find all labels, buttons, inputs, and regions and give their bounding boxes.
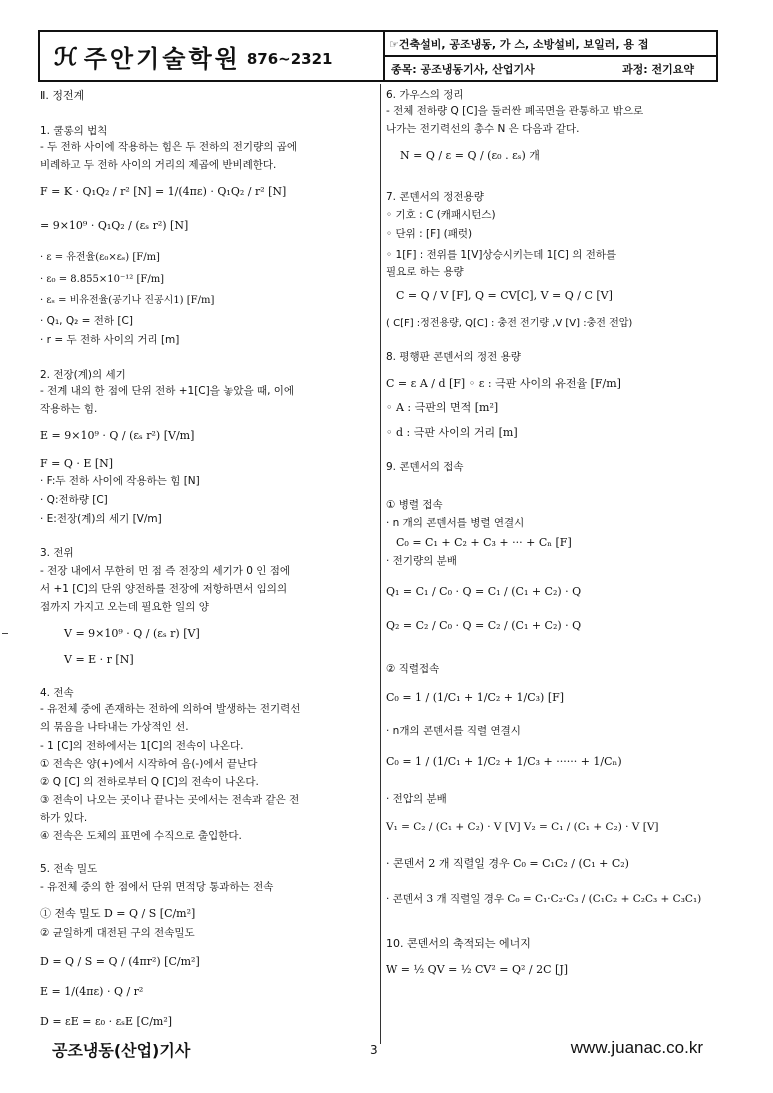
subsection-heading: ① 병렬 접속 — [386, 499, 443, 511]
definition-item: · εₛ = 비유전율(공기나 진공시1) [F/m] — [40, 295, 215, 306]
section-heading: 2. 전장(계)의 세기 — [40, 369, 126, 381]
formula: C = ε A / d [F] ◦ ε : 극판 사이의 유전율 [F/m] — [386, 377, 621, 390]
formula: W = ½ QV = ½ CV² = Q² / 2C [J] — [386, 963, 569, 976]
paragraph-line: 나가는 전기력선의 총수 N 은 다음과 같다. — [386, 123, 580, 135]
formula: Q₂ = C₂ / C₀ · Q = C₂ / (C₁ + C₂) · Q — [386, 619, 582, 632]
formula: ◦ d : 극판 사이의 거리 [m] — [386, 426, 518, 439]
subsection-heading: ② 직렬접속 — [386, 663, 440, 675]
section-heading: 1. 쿨롱의 법칙 — [40, 125, 108, 137]
paragraph-line: · 전압의 분배 — [386, 793, 447, 805]
list-item: ④ 전속은 도체의 표면에 수직으로 출입한다. — [40, 830, 242, 842]
academy-logo-icon: ℋ — [54, 41, 78, 71]
category-row — [385, 57, 716, 80]
definition-item: · Q₁, Q₂ = 전하 [C] — [40, 315, 133, 327]
formula: ① 전속 밀도 D = Q / S [C/m²] — [40, 907, 196, 920]
list-item: ◦ 단위 : [F] (패럿) — [386, 228, 473, 240]
formula: C = Q / V [F], Q = CV[C], V = Q / C [V] — [396, 289, 613, 302]
list-item: ◦ 1[F] : 전위를 1[V]상승시키는데 1[C] 의 전하를 — [386, 249, 617, 261]
list-item: 하가 있다. — [40, 812, 88, 824]
formula: D = Q / S = Q / (4πr²) [C/m²] — [40, 955, 200, 968]
section-heading: 10. 콘덴서의 축적되는 에너지 — [386, 937, 531, 950]
formula: V₁ = C₂ / (C₁ + C₂) · V [V] V₂ = C₁ / (C₁ + C₂) · V [V] — [386, 821, 659, 833]
definition-item: · r = 두 전하 사이의 거리 [m] — [40, 334, 180, 346]
section-heading: 4. 전속 — [40, 687, 74, 699]
formula: N = Q / ε = Q / (ε₀ . εₛ) 개 — [400, 149, 540, 162]
academy-phone: 876~2321 — [246, 50, 333, 68]
paragraph-line: - 유전체 중에 존재하는 전하에 의하여 발생하는 전기력선 — [40, 703, 301, 715]
course-name: 과정: 전기요약 — [622, 62, 694, 76]
list-item: ② Q [C] 의 전하로부터 Q [C]의 전속이 나온다. — [40, 776, 259, 788]
formula: ◦ A : 극판의 면적 [m²] — [386, 401, 499, 414]
definition-item: · E:전장(계)의 세기 [V/m] — [40, 513, 162, 525]
paragraph-line: 비례하고 두 전하 사이의 거리의 제곱에 반비례한다. — [40, 159, 277, 171]
formula: C₀ = 1 / (1/C₁ + 1/C₂ + 1/C₃ + ······ + 1/Cₙ) — [386, 755, 622, 768]
header-info — [385, 32, 716, 80]
section-heading: 3. 전위 — [40, 547, 74, 559]
paragraph-line: 작용하는 힘. — [40, 403, 98, 415]
paragraph-line: - 전체 전하량 Q [C]을 둘러싼 폐곡면을 관통하고 밖으로 — [386, 105, 644, 117]
formula: V = 9×10⁹ · Q / (εₛ r) [V] — [64, 627, 200, 640]
paragraph-line: - 1 [C]의 전하에서는 1[C]의 전속이 나온다. — [40, 740, 244, 752]
paragraph-line: · n개의 콘덴서를 직렬 연결시 — [386, 725, 521, 737]
paragraph-line: - 전계 내의 한 점에 단위 전하 +1[C]을 놓았을 때, 이에 — [40, 385, 295, 397]
list-item: ③ 전속이 나오는 곳이나 끝나는 곳에서는 전속과 같은 전 — [40, 794, 300, 806]
footer-url[interactable]: www.juanac.co.kr — [570, 1038, 703, 1057]
formula: D = εE = ε₀ · εₛE [C/m²] — [40, 1015, 173, 1028]
formula: F = Q · E [N] — [40, 457, 114, 470]
formula: E = 1/(4πε) · Q / r² — [40, 985, 144, 998]
exam-category: 종목: 공조냉동기사, 산업기사 — [391, 62, 535, 76]
formula: · 콘덴서 2 개 직렬일 경우 C₀ = C₁C₂ / (C₁ + C₂) — [386, 857, 629, 870]
paragraph-line: · 전기량의 분배 — [386, 555, 457, 567]
paragraph-line: - 전장 내에서 무한히 먼 점 즉 전장의 세기가 0 인 점에 — [40, 565, 291, 577]
column-divider — [380, 84, 381, 1044]
list-item: 필요로 하는 용량 — [386, 266, 464, 278]
section-heading: 6. 가우스의 정리 — [386, 89, 464, 101]
paragraph-line: · n 개의 콘덴서를 병렬 연결시 — [386, 517, 525, 529]
section-heading: 7. 콘덴서의 정전용량 — [386, 191, 484, 203]
section-heading: 9. 콘덴서의 접속 — [386, 461, 464, 473]
paragraph-line: - 두 전하 사이에 작용하는 힘은 두 전하의 전기량의 곱에 — [40, 141, 297, 153]
paragraph-line: 점까지 가지고 오는데 필요한 일의 양 — [40, 601, 209, 613]
paragraph-line: 의 묶음을 나타내는 가상적인 선. — [40, 721, 189, 733]
list-item: ◦ 기호 : C (캐패시턴스) — [386, 209, 496, 221]
section-heading: 8. 평행판 콘덴서의 정전 용량 — [386, 351, 521, 363]
formula: = 9×10⁹ · Q₁Q₂ / (εₛ r²) [N] — [40, 219, 189, 232]
paragraph-line: - 유전체 중의 한 점에서 단위 면적당 통과하는 전속 — [40, 881, 274, 893]
formula: F = K · Q₁Q₂ / r² [N] = 1/(4πε) · Q₁Q₂ / r² [N] — [40, 185, 287, 198]
definition-item: · Q:전하량 [C] — [40, 494, 108, 506]
formula: E = 9×10⁹ · Q / (εₛ r²) [V/m] — [40, 429, 195, 442]
formula: · 콘덴서 3 개 직렬일 경우 C₀ = C₁·C₂·C₃ / (C₁C₂ + C₂C₃ + C₃C₁) — [386, 893, 702, 905]
page-number: 3 — [370, 1043, 378, 1057]
paragraph-line: ( C[F] :정전용량, Q[C] : 충전 전기량 ,V [V] :충전 전압) — [386, 318, 633, 329]
formula: Q₁ = C₁ / C₀ · Q = C₁ / (C₁ + C₂) · Q — [386, 585, 582, 598]
program-list: ☞건축설비, 공조냉동, 가 스, 소방설비, 보일러, 용 접 — [385, 32, 716, 57]
definition-item: · ε = 유전율(ε₀×εₛ) [F/m] — [40, 252, 160, 263]
footer-course: 공조냉동(산업)기사 — [52, 1041, 191, 1060]
formula: C₀ = C₁ + C₂ + C₃ + ··· + Cₙ [F] — [396, 536, 572, 549]
margin-mark — [2, 633, 8, 634]
academy-name: 주안기술학원 — [83, 44, 241, 73]
formula: V = E · r [N] — [64, 653, 134, 666]
header-box — [38, 30, 718, 82]
list-item: ② 균일하게 대전된 구의 전속밀도 — [40, 927, 195, 939]
paragraph-line: 서 +1 [C]의 단위 양전하를 전장에 저항하면서 임의의 — [40, 583, 288, 595]
chapter-title: Ⅱ. 정전계 — [40, 89, 85, 102]
formula: C₀ = 1 / (1/C₁ + 1/C₂ + 1/C₃) [F] — [386, 691, 565, 704]
academy-logo-area — [40, 32, 385, 80]
definition-item: · ε₀ = 8.855×10⁻¹² [F/m] — [40, 274, 165, 285]
section-heading: 5. 전속 밀도 — [40, 863, 98, 875]
definition-item: · F:두 전하 사이에 작용하는 힘 [N] — [40, 475, 200, 487]
list-item: ① 전속은 양(+)에서 시작하여 음(-)에서 끝난다 — [40, 758, 258, 770]
